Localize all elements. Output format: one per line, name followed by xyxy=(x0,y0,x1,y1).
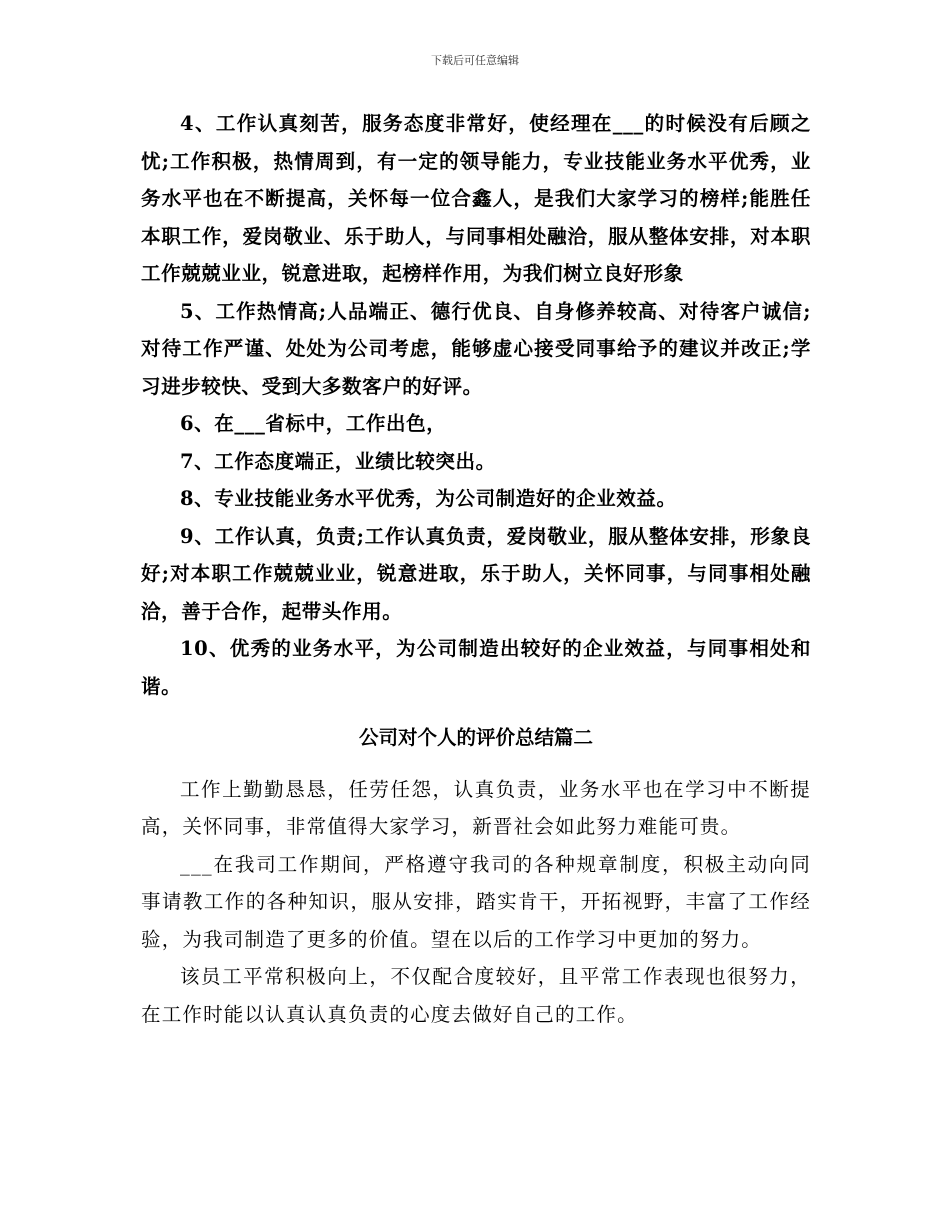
paragraph-normal-2: ___在我司工作期间，严格遵守我司的各种规章制度，积极主动向同事请教工作的各种知识，服从安排，踏实肯干，开拓视野，丰富了工作经验，为我司制造了更多的价值。望在以后的工作学习中更加的努力。 xyxy=(141,852,811,951)
paragraph-item-6: 6、在___省标中，工作出色， xyxy=(180,412,447,435)
paragraph-normal-1: 工作上勤勤恳恳，任劳任怨，认真负责，业务水平也在学习中不断提高，关怀同事，非常值得大家学习，新晋社会如此努力难能可贵。 xyxy=(141,777,811,838)
paragraph-item-4: 4、工作认真刻苦，服务态度非常好，使经理在___的时候没有后顾之忧;工作积极，热情周到，有一定的领导能力，专业技能业务水平优秀，业务水平也在不断提高，关怀每一位合鑫人，是我们大家学习的榜样;能胜任本职工作，爱岗敬业、乐于助人，与同事相处融洽，服从整体安排，对本职工作兢兢业业，锐意进取，起榜样作用，为我们树立良好形象 xyxy=(141,112,811,285)
page-header: 下载后可任意编辑 xyxy=(431,54,519,67)
paragraph-normal-3: 该员工平常积极向上，不仅配合度较好，且平常工作表现也很努力，在工作时能以认真认真负责的心度去做好自己的工作。 xyxy=(141,965,811,1026)
document-body xyxy=(141,105,811,1033)
paragraph-item-9: 9、工作认真，负责;工作认真负责，爱岗敬业，服从整体安排，形象良好;对本职工作兢兢业业，锐意进取，乐于助人，关怀同事，与同事相处融洽，善于合作，起带头作用。 xyxy=(141,524,811,623)
paragraph-item-10: 10、优秀的业务水平，为公司制造出较好的企业效益，与同事相处和谐。 xyxy=(141,637,811,698)
paragraph-item-5: 5、工作热情高;人品端正、德行优良、自身修养较高、对待客户诚信;对待工作严谨、处处为公司考虑，能够虚心接受同事给予的建议并改正;学习进步较快、受到大多数客户的好评。 xyxy=(141,299,811,398)
section-title: 公司对个人的评价总结篇二 xyxy=(358,726,593,749)
paragraph-item-7: 7、工作态度端正，业绩比较突出。 xyxy=(180,449,496,473)
paragraph-item-8: 8、专业技能业务水平优秀，为公司制造好的企业效益。 xyxy=(180,487,677,510)
